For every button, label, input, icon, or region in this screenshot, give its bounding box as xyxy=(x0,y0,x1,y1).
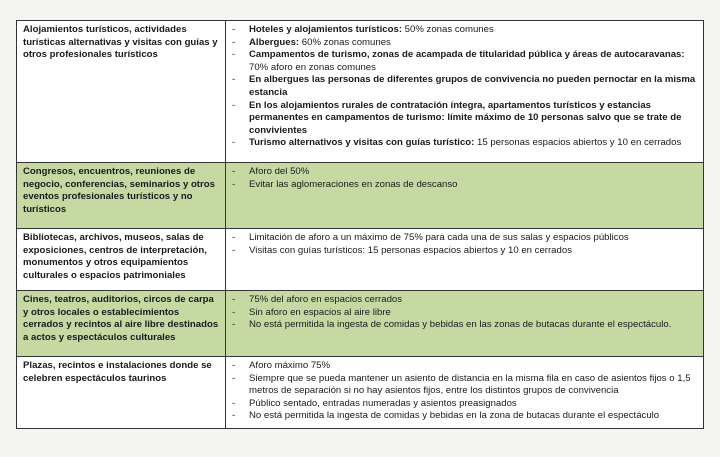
list-item xyxy=(232,24,697,37)
table-row xyxy=(17,229,704,291)
table-row xyxy=(17,163,704,229)
list-item xyxy=(232,137,697,150)
rules-list xyxy=(232,166,697,191)
list-item xyxy=(232,179,697,192)
dash-bullet: - xyxy=(232,372,236,384)
dash-bullet: - xyxy=(232,232,236,243)
category-cell: Cines, teatros, auditorios, circos de carpa y otros locales o establecimientos cerrados y recintos al aire libre destinados a actos y espectáculos culturales xyxy=(17,291,226,357)
rules-cell xyxy=(226,21,704,163)
item-text: No está permitida la ingesta de comidas y bebidas en las zonas de butacas durante el espectáculo. xyxy=(249,319,672,331)
rules-list xyxy=(232,24,697,150)
dash-bullet: - xyxy=(232,319,236,331)
rules-cell xyxy=(226,357,704,429)
dash-bullet: - xyxy=(232,36,236,48)
item-text: Aforo máximo 75% xyxy=(249,360,331,371)
dash-bullet: - xyxy=(232,360,236,371)
rules-cell xyxy=(226,163,704,229)
table-row xyxy=(17,21,704,163)
item-text: 50% zonas comunes xyxy=(402,24,494,35)
rules-list xyxy=(232,232,697,257)
item-text: 75% del aforo en espacios cerrados xyxy=(249,294,403,305)
list-item xyxy=(232,100,697,138)
dash-bullet: - xyxy=(232,410,236,422)
item-bold-text: Turismo alternativos y visitas con guías turístico: xyxy=(249,137,475,149)
category-cell: Bibliotecas, archivos, museos, salas de exposiciones, centros de interpretación, monumentos y otros equipamientos culturales o espacios patrimoniales xyxy=(17,229,226,291)
dash-bullet: - xyxy=(232,137,236,149)
item-text: Evitar las aglomeraciones en zonas de descanso xyxy=(249,178,458,190)
table-row xyxy=(17,357,704,429)
list-item xyxy=(232,360,697,373)
item-text: 15 personas espacios abiertos y 10 en cerrados xyxy=(474,137,682,149)
rules-cell xyxy=(226,291,704,357)
dash-bullet: - xyxy=(232,294,236,305)
item-text: Público sentado, entradas numeradas y asientos preasignados xyxy=(249,397,517,409)
category-cell: Alojamientos turísticos, actividades turísticas alternativas y visitas con guías y otros profesionales turísticos xyxy=(17,21,226,163)
category-cell: Congresos, encuentros, reuniones de negocio, conferencias, seminarios y otros eventos profesionales turísticos y no turísticos xyxy=(17,163,226,229)
list-item xyxy=(232,232,697,245)
dash-bullet: - xyxy=(232,306,236,318)
rules-list xyxy=(232,294,697,332)
item-bold-text: En los alojamientos rurales de contratación íntegra, apartamentos turísticos y estancias permanentes en campamentos de turismo: límite máximo de 10 personas salvo que se trate de convivientes xyxy=(249,99,682,136)
item-text: Visitas con guías turísticos: 15 personas espacios abiertos y 10 en cerrados xyxy=(249,244,572,256)
rules-cell xyxy=(226,229,704,291)
item-bold-text: Albergues: xyxy=(249,36,300,48)
item-bold-text: Hoteles y alojamientos turísticos: xyxy=(249,24,403,35)
dash-bullet: - xyxy=(232,49,236,61)
list-item xyxy=(232,245,697,258)
list-item xyxy=(232,398,697,411)
item-text: Aforo del 50% xyxy=(249,166,310,177)
category-cell: Plazas, recintos e instalaciones donde se celebren espectáculos taurinos xyxy=(17,357,226,429)
item-bold-text: En albergues las personas de diferentes grupos de convivencia no pueden pernoctar en la misma estancia xyxy=(249,74,696,98)
item-text: No está permitida la ingesta de comidas y bebidas en la zona de butacas durante el espectáculo xyxy=(249,410,660,422)
table-row xyxy=(17,291,704,357)
item-text: Sin aforo en espacios al aire libre xyxy=(249,306,391,318)
dash-bullet: - xyxy=(232,244,236,256)
list-item xyxy=(232,294,697,307)
item-bold-text: Campamentos de turismo, zonas de acampada de titularidad pública y áreas de autocaravanas: xyxy=(249,49,685,61)
list-item xyxy=(232,49,697,74)
dash-bullet: - xyxy=(232,397,236,409)
list-item xyxy=(232,319,697,332)
list-item xyxy=(232,373,697,398)
item-text: 70% aforo en zonas comunes xyxy=(249,61,376,73)
item-text: 60% zonas comunes xyxy=(299,36,391,48)
dash-bullet: - xyxy=(232,74,236,86)
list-item xyxy=(232,410,697,423)
item-text: Limitación de aforo a un máximo de 75% para cada una de sus salas y espacios públicos xyxy=(249,232,629,243)
restrictions-table xyxy=(16,20,704,429)
dash-bullet: - xyxy=(232,178,236,190)
dash-bullet: - xyxy=(232,166,236,177)
rules-list xyxy=(232,360,697,423)
list-item xyxy=(232,74,697,99)
list-item xyxy=(232,37,697,50)
list-item xyxy=(232,166,697,179)
dash-bullet: - xyxy=(232,99,236,111)
item-text: Siempre que se pueda mantener un asiento de distancia en la misma fila en caso de asientos fijos o 1,5 metros de separación si no hay asientos fijos, entre los distintos grupos de convivencia xyxy=(249,372,691,397)
dash-bullet: - xyxy=(232,24,236,35)
list-item xyxy=(232,307,697,320)
